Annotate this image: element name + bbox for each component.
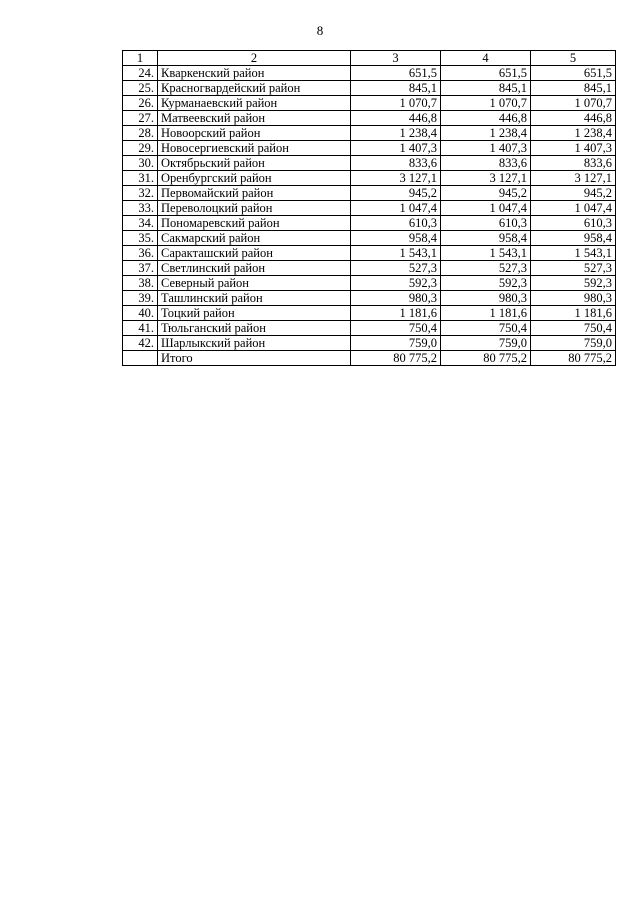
total-row	[123, 351, 616, 366]
value-cell-col4: 759,0	[441, 336, 531, 351]
row-index-cell: 34.	[123, 216, 158, 231]
total-index-cell	[123, 351, 158, 366]
value-cell-col4: 833,6	[441, 156, 531, 171]
value-cell-col5: 1 047,4	[531, 201, 616, 216]
value-cell-col5: 1 070,7	[531, 96, 616, 111]
value-cell-col4: 750,4	[441, 321, 531, 336]
value-cell-col4: 1 238,4	[441, 126, 531, 141]
table-row	[123, 126, 616, 141]
table-row	[123, 321, 616, 336]
table-row	[123, 231, 616, 246]
district-name-cell: Курманаевский район	[158, 96, 351, 111]
value-cell-col4: 1 181,6	[441, 306, 531, 321]
value-cell-col5: 651,5	[531, 66, 616, 81]
value-cell-col4: 980,3	[441, 291, 531, 306]
table-row	[123, 291, 616, 306]
value-cell-col4: 845,1	[441, 81, 531, 96]
value-cell-col5: 958,4	[531, 231, 616, 246]
value-cell-col3: 610,3	[351, 216, 441, 231]
value-cell-col3: 845,1	[351, 81, 441, 96]
value-cell-col3: 980,3	[351, 291, 441, 306]
district-name-cell: Саракташский район	[158, 246, 351, 261]
table-row	[123, 111, 616, 126]
value-cell-col5: 1 407,3	[531, 141, 616, 156]
row-index-cell: 24.	[123, 66, 158, 81]
table-row	[123, 336, 616, 351]
value-cell-col5: 592,3	[531, 276, 616, 291]
value-cell-col4: 610,3	[441, 216, 531, 231]
value-cell-col4: 592,3	[441, 276, 531, 291]
district-name-cell: Светлинский район	[158, 261, 351, 276]
table-row	[123, 216, 616, 231]
value-cell-col4: 1 070,7	[441, 96, 531, 111]
value-cell-col3: 833,6	[351, 156, 441, 171]
row-index-cell: 30.	[123, 156, 158, 171]
data-table	[122, 50, 616, 366]
value-cell-col4: 1 407,3	[441, 141, 531, 156]
value-cell-col5: 1 238,4	[531, 126, 616, 141]
value-cell-col3: 1 407,3	[351, 141, 441, 156]
row-index-cell: 31.	[123, 171, 158, 186]
row-index-cell: 25.	[123, 81, 158, 96]
row-index-cell: 35.	[123, 231, 158, 246]
district-name-cell: Красногвардейский район	[158, 81, 351, 96]
table-row	[123, 156, 616, 171]
table-row	[123, 141, 616, 156]
district-name-cell: Тюльганский район	[158, 321, 351, 336]
value-cell-col3: 750,4	[351, 321, 441, 336]
table-row	[123, 246, 616, 261]
value-cell-col3: 592,3	[351, 276, 441, 291]
district-name-cell: Переволоцкий район	[158, 201, 351, 216]
row-index-cell: 28.	[123, 126, 158, 141]
value-cell-col4: 446,8	[441, 111, 531, 126]
district-name-cell: Шарлыкский район	[158, 336, 351, 351]
column-header: 1	[123, 51, 158, 66]
row-index-cell: 36.	[123, 246, 158, 261]
row-index-cell: 42.	[123, 336, 158, 351]
table-row	[123, 201, 616, 216]
value-cell-col3: 945,2	[351, 186, 441, 201]
value-cell-col5: 945,2	[531, 186, 616, 201]
value-cell-col4: 958,4	[441, 231, 531, 246]
value-cell-col5: 833,6	[531, 156, 616, 171]
value-cell-col5: 980,3	[531, 291, 616, 306]
page-number: 8	[316, 23, 324, 38]
value-cell-col4: 651,5	[441, 66, 531, 81]
value-cell-col3: 446,8	[351, 111, 441, 126]
value-cell-col5: 759,0	[531, 336, 616, 351]
table-body	[123, 66, 616, 351]
column-header: 3	[351, 51, 441, 66]
district-name-cell: Новосергиевский район	[158, 141, 351, 156]
column-header: 4	[441, 51, 531, 66]
district-name-cell: Оренбургский район	[158, 171, 351, 186]
district-name-cell: Ташлинский район	[158, 291, 351, 306]
row-index-cell: 29.	[123, 141, 158, 156]
value-cell-col3: 3 127,1	[351, 171, 441, 186]
value-cell-col4: 1 047,4	[441, 201, 531, 216]
row-index-cell: 33.	[123, 201, 158, 216]
value-cell-col5: 527,3	[531, 261, 616, 276]
value-cell-col5: 845,1	[531, 81, 616, 96]
row-index-cell: 27.	[123, 111, 158, 126]
total-value-cell: 80 775,2	[441, 351, 531, 366]
column-header: 5	[531, 51, 616, 66]
value-cell-col5: 610,3	[531, 216, 616, 231]
row-index-cell: 32.	[123, 186, 158, 201]
district-name-cell: Тоцкий район	[158, 306, 351, 321]
district-name-cell: Первомайский район	[158, 186, 351, 201]
value-cell-col5: 446,8	[531, 111, 616, 126]
table-row	[123, 261, 616, 276]
value-cell-col4: 945,2	[441, 186, 531, 201]
row-index-cell: 38.	[123, 276, 158, 291]
value-cell-col3: 1 070,7	[351, 96, 441, 111]
value-cell-col4: 3 127,1	[441, 171, 531, 186]
value-cell-col4: 527,3	[441, 261, 531, 276]
table-row	[123, 66, 616, 81]
district-name-cell: Пономаревский район	[158, 216, 351, 231]
value-cell-col4: 1 543,1	[441, 246, 531, 261]
value-cell-col5: 1 543,1	[531, 246, 616, 261]
table-row	[123, 276, 616, 291]
row-index-cell: 37.	[123, 261, 158, 276]
total-value-cell: 80 775,2	[531, 351, 616, 366]
column-header: 2	[158, 51, 351, 66]
total-label-cell: Итого	[158, 351, 351, 366]
table-row	[123, 186, 616, 201]
table-header-row	[123, 51, 616, 66]
district-name-cell: Октябрьский район	[158, 156, 351, 171]
table-row	[123, 306, 616, 321]
table-row	[123, 81, 616, 96]
row-index-cell: 41.	[123, 321, 158, 336]
row-index-cell: 39.	[123, 291, 158, 306]
value-cell-col3: 1 543,1	[351, 246, 441, 261]
value-cell-col3: 1 181,6	[351, 306, 441, 321]
district-name-cell: Матвеевский район	[158, 111, 351, 126]
value-cell-col3: 527,3	[351, 261, 441, 276]
table-row	[123, 171, 616, 186]
district-name-cell: Сакмарский район	[158, 231, 351, 246]
value-cell-col3: 1 047,4	[351, 201, 441, 216]
value-cell-col5: 750,4	[531, 321, 616, 336]
district-name-cell: Кваркенский район	[158, 66, 351, 81]
district-name-cell: Новоорский район	[158, 126, 351, 141]
value-cell-col3: 651,5	[351, 66, 441, 81]
value-cell-col5: 3 127,1	[531, 171, 616, 186]
value-cell-col3: 759,0	[351, 336, 441, 351]
table-row	[123, 96, 616, 111]
row-index-cell: 26.	[123, 96, 158, 111]
value-cell-col5: 1 181,6	[531, 306, 616, 321]
row-index-cell: 40.	[123, 306, 158, 321]
value-cell-col3: 1 238,4	[351, 126, 441, 141]
value-cell-col3: 958,4	[351, 231, 441, 246]
district-name-cell: Северный район	[158, 276, 351, 291]
total-value-cell: 80 775,2	[351, 351, 441, 366]
